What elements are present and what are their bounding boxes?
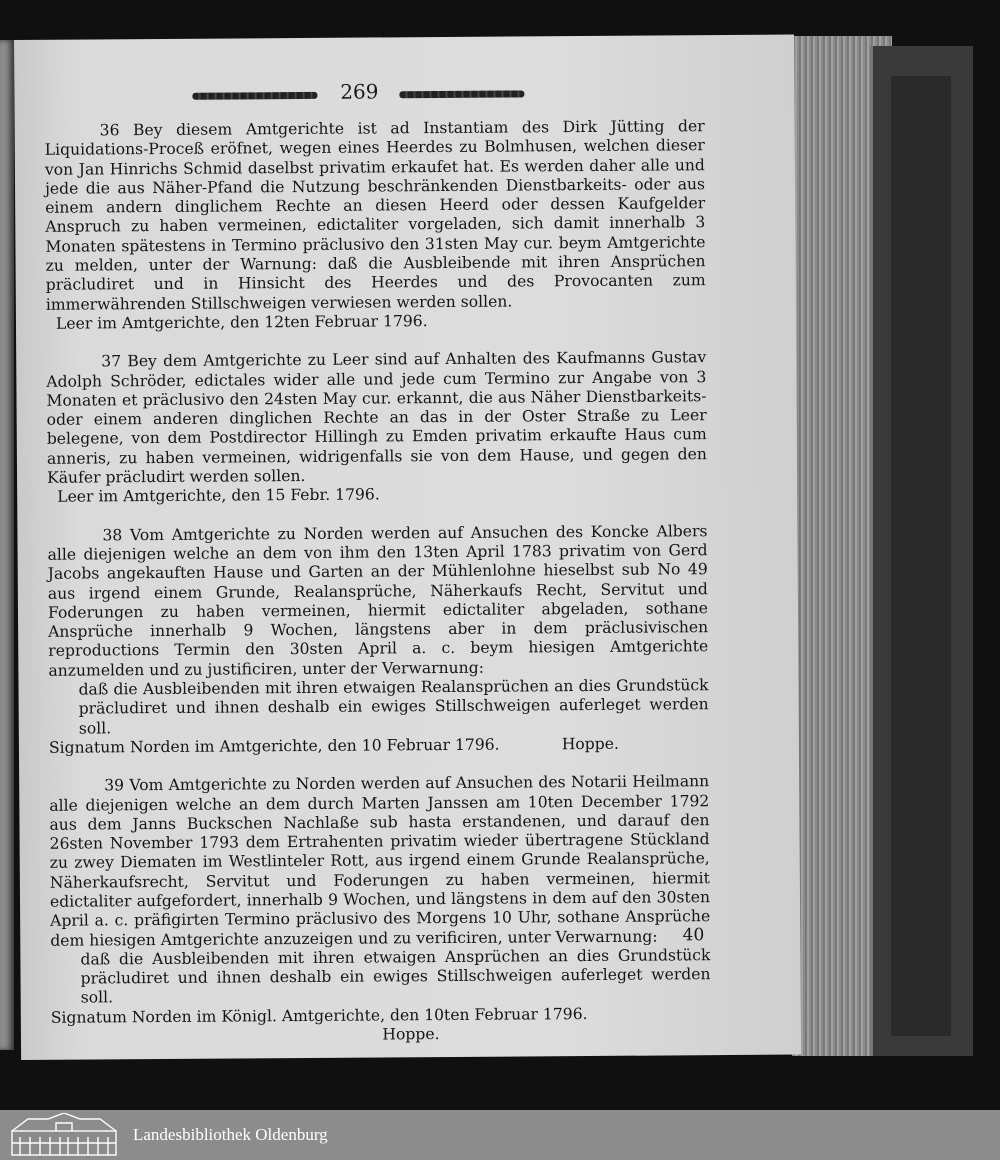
entry-signer: Hoppe. — [382, 1025, 440, 1044]
entry-signature-line — [49, 734, 709, 758]
page-number: 269 — [340, 79, 379, 104]
entry-37 — [46, 348, 707, 507]
entry-38 — [47, 522, 709, 758]
book-page — [14, 35, 801, 1060]
entry-warning: daß die Ausbleibenden mit ihren etwaigen Realansprüchen an dies Grundstück präcludiret und ihnen deshalb ein ewiges Stillschweigen auferleget werden soll. — [78, 676, 709, 738]
header-rule-right — [399, 90, 524, 98]
entry-body: 37 Bey dem Amtgerichte zu Leer sind auf Anhalten des Kaufmanns Gustav Adolph Schröder, edictales wider alle und jede cum Termino zur Angabe von 3 Monaten et präclusivo den 24sten May cur. erkannt, die aus Näher Dienstbarkeits- oder einem anderen dinglichen Rechte an das in der Oster Straße zu Leer belegene, von dem Postdirector Hillingh zu Emden privatim erkaufte Haus cum anneris, zu haben vermeinen, widrigenfalls sie von dem Hause, und gegen den Käufer präcludirt werden sollen. — [46, 348, 707, 487]
entry-signer: Hoppe. — [561, 734, 619, 754]
entry-body: 36 Bey diesem Amtgerichte ist ad Instantiam des Dirk Jütting der Liquidations-Proceß eröfnet, wegen eines Heerdes zu Bolmhusen, welchen dieser von Jan Hinrichs Schmid daselbst privatim erkaufet hat. Es werden daher alle und jede die aus Näher-Pfand die Nutzung beschränkenden Dienstbarkeits- oder aus einem andern dinglichem Rechte an diesen Heerd oder dessen Kaufgelder Anspruch zu haben vermeinen, edictaliter vorgeladen, sich damit innerhalb 3 Monaten spätestens in Termino präclusivo den 31sten May cur. beym Amtgerichte zu melden, unter der Warnung: daß die Ausbleibende mit ihren Ansprüchen präcludiret und in Hinsicht des Heerdes und des Provocanten zum immerwährenden Stillschweigen verwiesen werden sollen. — [44, 117, 706, 314]
header-rule-left — [192, 92, 317, 100]
page-header — [14, 77, 794, 112]
library-footer — [0, 1110, 1000, 1160]
book-cover — [870, 46, 973, 1056]
catchword: 40 — [682, 925, 705, 946]
entry-signature: Signatum Norden im Königl. Amtgerichte, den 10ten Februar 1796. — [50, 1004, 588, 1027]
entry-signature: Leer im Amtgerichte, den 15 Febr. 1796. — [57, 485, 380, 507]
entry-39 — [49, 772, 711, 1047]
library-building-icon — [8, 1113, 120, 1157]
left-page-edge — [0, 40, 14, 1050]
entry-warning: daß die Ausbleibenden mit ihren etwaigen Ansprüchen an dies Grundstück präcludiret und ihnen deshalb ein ewiges Stillschweigen auferleget werden soll. — [80, 946, 711, 1008]
entry-signature: Leer im Amtgerichte, den 12ten Februar 1796. — [55, 312, 428, 333]
entry-body: 39 Vom Amtgerichte zu Norden werden auf Ansuchen des Notarii Heilmann alle diejenigen welche an dem durch Marten Janssen am 10ten December 1792 aus dem Janns Buckschen Nachlaße sub hasta erstandenen, und darauf den 26sten November 1793 dem Ertrahenten privatim wieder übertragene Stückland zu zwey Diematen im Westlinteler Rott, aus irgend einem Grunde Realansprüche, Näherkaufsrecht, Servitut und Foderungen zu haben vermeinen, hiermit edictaliter aufgefordert, innerhalb 9 Wochen, und längstens in dem auf den 30sten April a. c. präfigirten Termino präclusivo des Morgens 10 Uhr, sothane Ansprüche dem hiesigen Amtgerichte anzuzeigen und zu verificiren, unter Verwarnung: — [49, 772, 711, 950]
page-text — [45, 117, 712, 1066]
library-name: Landesbibliothek Oldenburg — [133, 1125, 328, 1144]
entry-signature: Signatum Norden im Amtgerichte, den 10 Februar 1796. — [48, 735, 500, 757]
entry-body: 38 Vom Amtgerichte zu Norden werden auf Ansuchen des Koncke Albers alle diejenigen welche an dem von ihm den 13ten April 1783 privatim von Gerd Jacobs angekauften Hause und Garten an der Mühlenlohne hieselbst sub No 49 aus irgend einem Grunde, Realansprüche, Näherkaufs Recht, Servitut und Foderungen zu haben vermeinen, hiermit edictaliter abgeladen, sothane Ansprüche innerhalb 9 Wochen, längstens aber in dem präclusivischen reproductions Termin den 30sten April a. c. beym hiesigen Amtgerichte anzumelden und zu justificiren, unter der Verwarnung: — [47, 521, 709, 680]
entry-36 — [45, 117, 706, 334]
